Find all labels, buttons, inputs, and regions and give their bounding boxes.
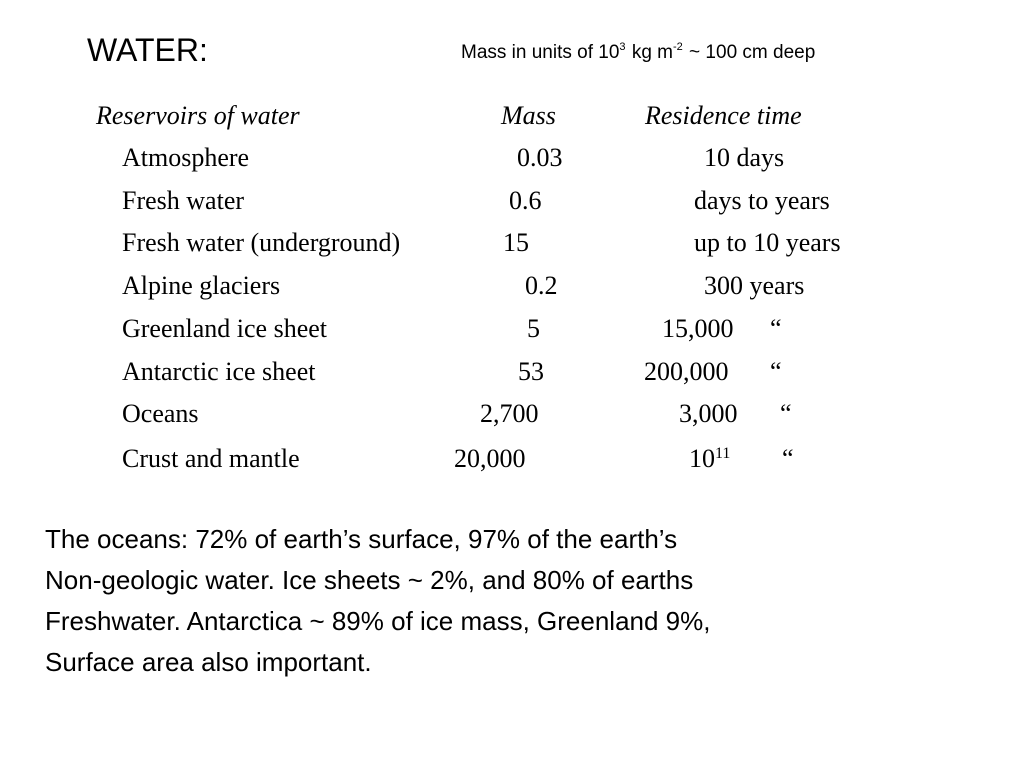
reservoir-mass: 15: [503, 228, 529, 257]
reservoir-residence-time: 300 years: [704, 271, 805, 300]
header-residence-time: Residence time: [645, 101, 802, 130]
reservoir-residence-time: [689, 444, 730, 478]
page-title: WATER:: [87, 32, 208, 68]
residence-base: 10: [689, 444, 715, 473]
ditto-mark: “: [782, 444, 794, 473]
reservoir-mass: 20,000: [454, 444, 526, 473]
reservoir-mass: 2,700: [480, 399, 539, 428]
reservoir-name: Greenland ice sheet: [122, 314, 328, 343]
ditto-mark: “: [780, 399, 792, 428]
mass-units-suffix: ~ 100 cm deep: [683, 42, 816, 63]
reservoir-name: Fresh water: [122, 186, 245, 215]
reservoir-name: Alpine glaciers: [122, 271, 281, 300]
ditto-mark: “: [770, 314, 782, 343]
reservoir-residence-time: up to 10 years: [694, 228, 841, 257]
reservoir-residence-time: 200,000: [644, 357, 729, 386]
header-reservoirs: Reservoirs of water: [96, 101, 300, 130]
residence-exponent: 11: [715, 445, 731, 462]
reservoir-residence-time: 10 days: [704, 143, 785, 172]
reservoir-mass: 5: [527, 314, 540, 343]
reservoir-name: Antarctic ice sheet: [122, 357, 316, 386]
reservoir-residence-time: days to years: [694, 186, 830, 215]
mass-units-exponent-2: -2: [673, 41, 683, 53]
header-mass: Mass: [501, 101, 556, 130]
reservoir-mass: 0.2: [525, 271, 558, 300]
reservoir-mass: 0.6: [509, 186, 542, 215]
reservoir-residence-time: 3,000: [679, 399, 738, 428]
summary-line: The oceans: 72% of earth’s surface, 97% of the earth’s: [45, 524, 678, 554]
reservoir-mass: 53: [518, 357, 544, 386]
reservoir-residence-time: 15,000: [662, 314, 734, 343]
ditto-mark: “: [770, 357, 782, 386]
reservoir-mass: 0.03: [517, 143, 563, 172]
reservoir-name: Crust and mantle: [122, 444, 300, 473]
reservoir-name: Oceans: [122, 399, 199, 428]
summary-line: Non-geologic water. Ice sheets ~ 2%, and 80% of earths: [45, 565, 694, 595]
mass-units-prefix: Mass in units of 10: [461, 42, 620, 63]
oceans-summary-paragraph: [45, 519, 1005, 683]
summary-line: Freshwater. Antarctica ~ 89% of ice mass, Greenland 9%,: [45, 606, 711, 636]
reservoir-name: Fresh water (underground): [122, 228, 401, 257]
summary-line: Surface area also important.: [45, 647, 372, 677]
mass-units-exponent-1: 3: [619, 41, 626, 53]
mass-units-mid: kg m: [626, 42, 673, 63]
reservoir-name: Atmosphere: [122, 143, 250, 172]
